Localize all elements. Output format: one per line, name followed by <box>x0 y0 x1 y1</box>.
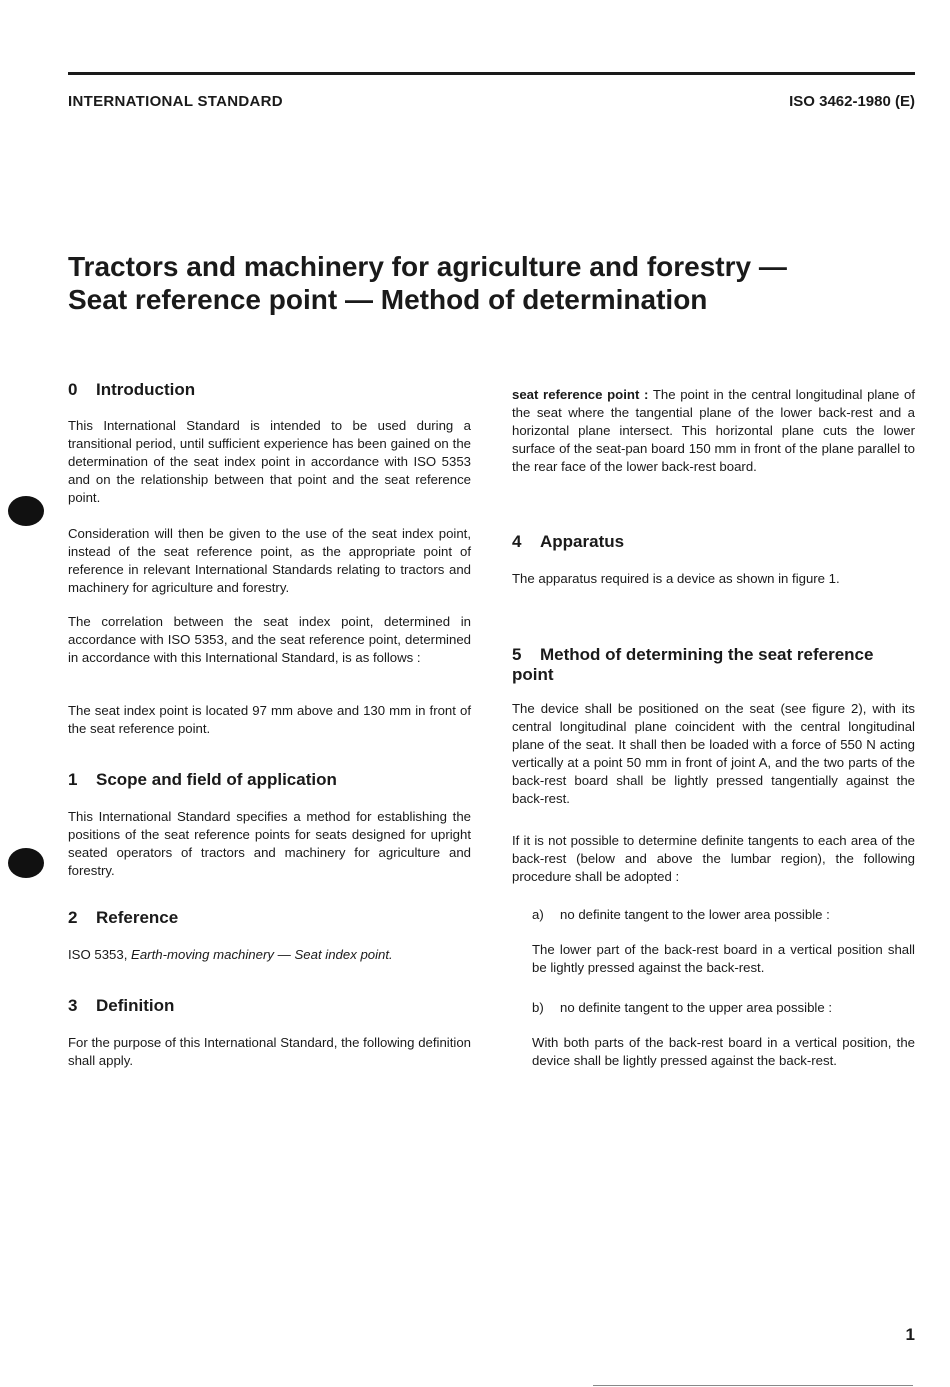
definition-term: seat reference point : The point in the central longitudinal plane of the seat where the tangential plane of the lower back-rest and a horizontal plane intersect. This horizontal plane cuts the lower surface of the seat-pan board 150 mm in front of the plane parallel to the rear face of the lower back-rest board. <box>512 387 916 474</box>
reference-citation: ISO 5353, Earth-moving machinery — Seat index point. <box>68 947 393 962</box>
scope-paragraph: This International Standard specifies a method for establishing the positions of the seat reference points for seats designed for upright seated operators of tractors and machinery for agriculture and forestry. <box>68 809 471 878</box>
document-type: INTERNATIONAL STANDARD <box>68 93 283 110</box>
section-heading-method: 5 Method of determining the seat reference point <box>512 645 874 684</box>
page-title <box>68 250 908 316</box>
footer-rule <box>593 1385 913 1386</box>
list-item-b: b) no definite tangent to the upper area possible : <box>532 1000 833 1015</box>
section-heading-introduction: 0 Introduction <box>68 380 196 399</box>
punch-hole-icon <box>8 848 44 878</box>
list-item-a-paragraph: The lower part of the back-rest board in a vertical position shall be lightly pressed against the back-rest. <box>532 942 915 975</box>
section-heading-apparatus: 4 Apparatus <box>512 532 625 551</box>
list-item-b-paragraph: With both parts of the back-rest board in a vertical position, the device shall be lightly pressed against the back-rest. <box>532 1035 915 1068</box>
section-heading-definition: 3 Definition <box>68 996 175 1015</box>
apparatus-paragraph: The apparatus required is a device as shown in figure 1. <box>512 571 840 586</box>
title-line-1: Tractors and machinery for agriculture and forestry — <box>68 251 787 282</box>
section-heading-reference: 2 Reference <box>68 908 179 927</box>
introduction-paragraph-2: Consideration will then be given to the use of the seat index point, instead of the seat reference point, as the appropriate point of reference in relevant International Standards relating to tractors and machinery for agriculture and forestry. <box>68 526 471 595</box>
method-paragraph-1: The device shall be positioned on the seat (see figure 2), with its central longitudinal plane coincident with the central longitudinal plane of the seat. It shall then be loaded with a force of 550 N acting vertically at a point 50 mm in front of joint A, and the two parts of the back-rest board shall be lightly pressed tangentially against the back-rest. <box>512 701 915 806</box>
definition-paragraph: For the purpose of this International Standard, the following definition shall apply. <box>68 1035 471 1068</box>
list-item-a: a) no definite tangent to the lower area possible : <box>532 907 830 922</box>
method-paragraph-2: If it is not possible to determine definite tangents to each area of the back-rest (below and above the lumbar region), the following procedure shall be adopted : <box>512 833 915 884</box>
introduction-paragraph-4: The seat index point is located 97 mm above and 130 mm in front of the seat reference point. <box>68 703 471 736</box>
punch-hole-icon <box>8 496 44 526</box>
introduction-paragraph-1: This International Standard is intended to be used during a transitional period, until sufficient experience has been gained on the determination of the seat index point in accordance with ISO 5353 and on the relationship between that point and the seat reference point. <box>68 418 471 505</box>
page-number: 1 <box>905 1325 915 1344</box>
section-heading-scope: 1 Scope and field of application <box>68 770 337 789</box>
title-line-2: Seat reference point — Method of determination <box>68 284 708 315</box>
introduction-paragraph-3: The correlation between the seat index point, determined in accordance with ISO 5353, and the seat reference point, determined in accordance with this International Standard, is as follows : <box>68 614 471 665</box>
document-number: ISO 3462-1980 (E) <box>789 93 915 110</box>
header-rule <box>68 72 915 75</box>
